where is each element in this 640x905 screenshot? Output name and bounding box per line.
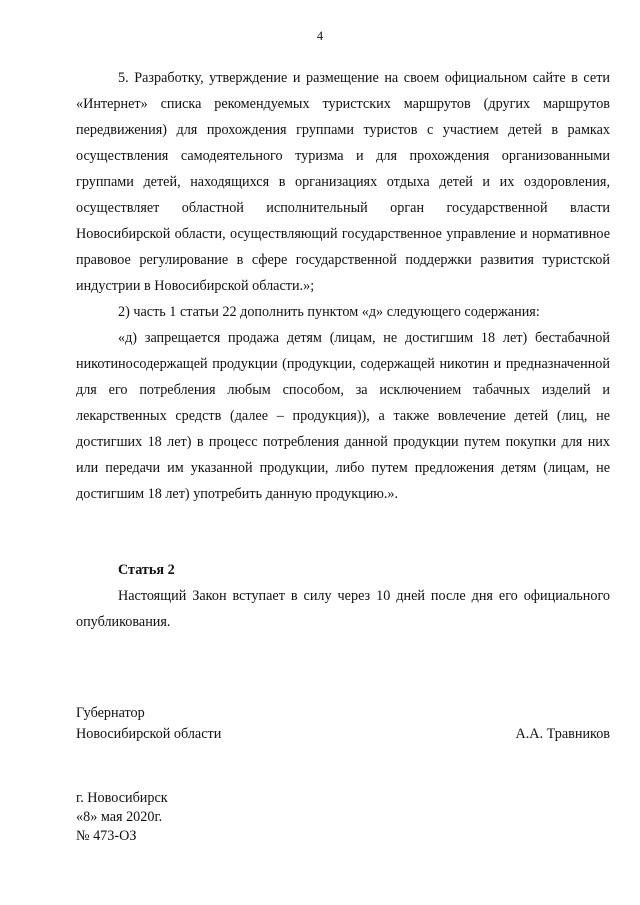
signature-row [76, 724, 610, 745]
signature-block [76, 703, 610, 745]
page-number: 4 [316, 29, 324, 43]
paragraph-item-5: 5. Разработку, утверждение и размещение на своем официальном сайте в сети «Интернет» списка рекомендуемых туристских маршрутов (других маршрутов передвижения) для прохождения группами туристов с участием детей в рамках осуществления самодеятельного туризма и для прохождения организованными группами детей, находящихся в организациях отдыха детей и их оздоровления, осуществляет областной исполнительный орган государственной власти Новосибирской области, осуществляющий государственное управление и нормативное правовое регулирование в сфере государственной поддержки развития туристской индустрии в Новосибирской области.»; [76, 70, 610, 294]
signoff-block [76, 789, 168, 846]
signatory-title: Губернатор [76, 705, 145, 721]
law-number: № 473-ОЗ [76, 828, 137, 844]
signatory-region: Новосибирской области [76, 726, 222, 742]
paragraph-amendment-intro: 2) часть 1 статьи 22 дополнить пунктом «д» следующего содержания: [118, 304, 540, 320]
article-text: Настоящий Закон вступает в силу через 10 дней после дня его официального опубликования. [76, 588, 610, 630]
article-heading: Статья 2 [118, 562, 175, 578]
signoff-date: «8» мая 2020г. [76, 809, 163, 825]
signoff-city: г. Новосибирск [76, 790, 168, 806]
paragraph-item-d: «д) запрещается продажа детям (лицам, не достигшим 18 лет) бестабачной никотиносодержащей продукции (продукции, содержащей никотин и предназначенной для его потребления любым способом, за исключением табачных изделий и лекарственных средств (далее – продукция)), а также вовлечение детей (лиц, не достигших 18 лет) в процесс потребления данной продукции путем покупки для них или передачи им указанной продукции, либо путем предложения детям (лицам, не достигшим 18 лет) употребить данную продукцию.». [76, 330, 610, 502]
document-body [76, 65, 610, 635]
signatory-name: А.А. Травников [515, 726, 610, 742]
